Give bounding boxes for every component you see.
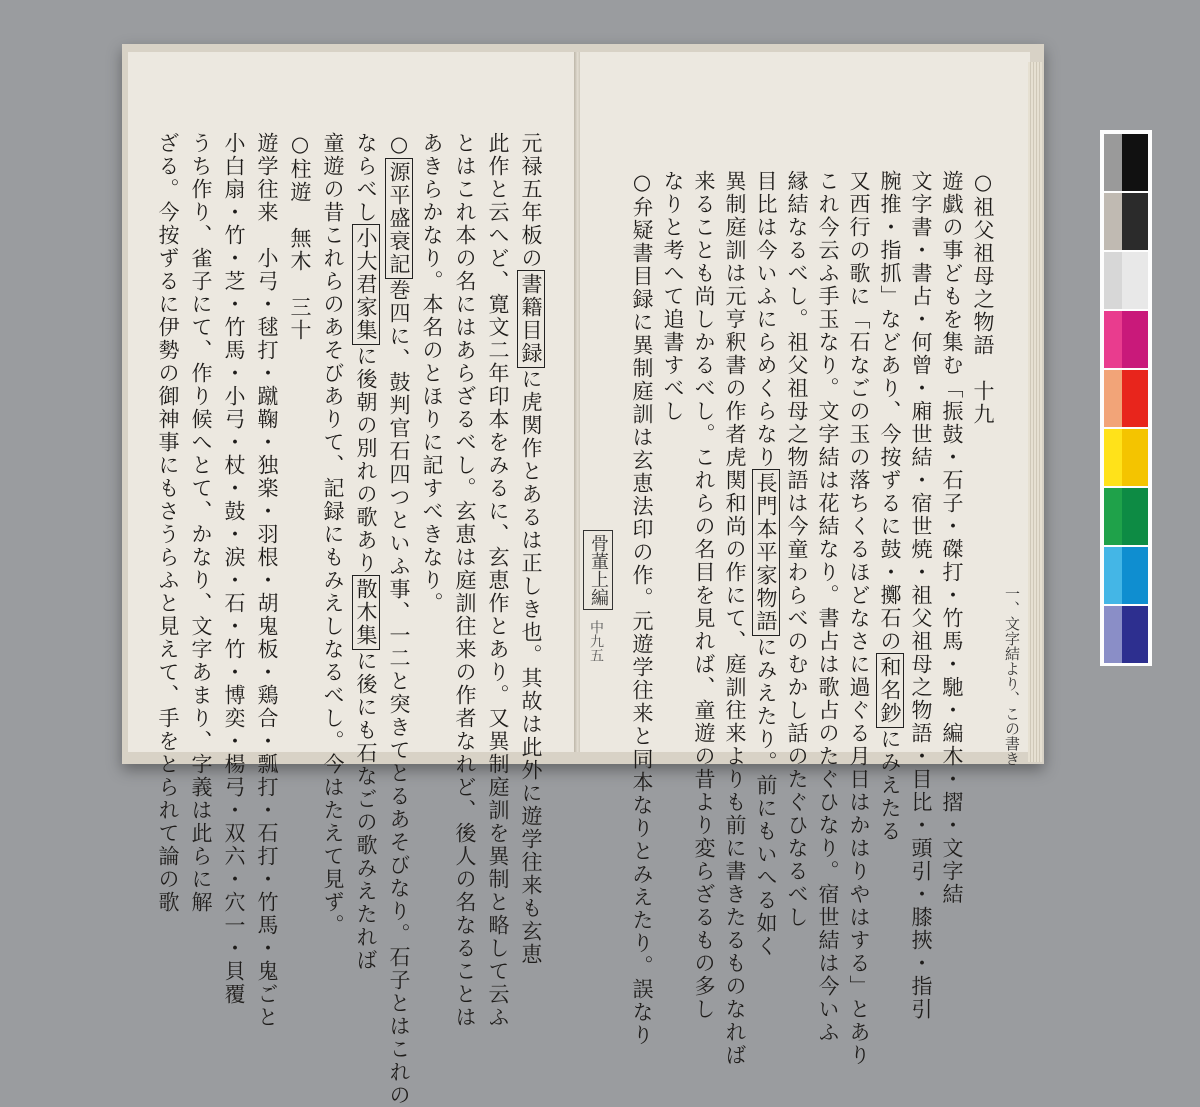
right_page-column: 来ることも尚しかるべし。これらの名目を見れば、童遊の昔より変らざるもの多し [692,170,716,1021]
right_page-column: 又西行の歌に「石なごの玉の落ちくるほどなさに過ぐる月日はかはりやはする」とあり [847,170,871,1067]
color-swatch-dark [1122,547,1148,604]
color-swatch-dark [1122,193,1148,250]
right_page-column: ○祖父祖母之物語 十九 [971,170,995,426]
left_page-column: うち作り、雀子にて、作り候へとて、かなり、文字あまり、字義は此らに解 [189,132,213,914]
margin-note: 一、文字結より、この書き [1003,586,1021,766]
color-swatch-dark [1122,606,1148,663]
left_page-column: あきらかなり。本名のとほりに記すべきなり。 [420,132,444,615]
left_page-column: 小白扇・竹・芝・竹馬・小弓・杖・鼓・涙・石・竹・博奕・楊弓・双六・穴一・貝覆 [222,132,246,1006]
page-signature: 骨董上編 [583,530,613,610]
right_page-column: ○弁疑書目録に異制庭訓は玄恵法印の作。元遊学往来と同本なりとみえたり。誤なり [630,170,654,1047]
left_page-column: ○柱遊 無木 三十 [288,132,312,342]
left_page-column: 元禄五年板の書籍目録に虎関作とあるは正しき也。其故は此外に遊学往来も玄恵 [519,132,543,966]
right_page-column: 目比は今いふにらめくらなり長門本平家物語にみえたり。前にもいへる如く [754,170,778,958]
left_page-column: 此作と云へど、寛文二年印本をみるに、玄恵作とあり。又異制庭訓を異制と略して云ふ [486,132,510,1029]
left_page-column: ○源平盛衰記巻四に、鼓判官石四つといふ事、一二と突きてとるあそびなり。石子とはこれの [387,132,411,1107]
left_page-column: 遊学往来 小弓・毬打・蹴鞠・独楽・羽根・胡鬼板・鶏合・瓢打・石打・竹馬・鬼ごと [255,132,279,1029]
right_page-column: これ今云ふ手玉なり。文字結は花結なり。書占は歌占のたぐひなり。宿世結は今いふ [816,170,840,1044]
right_page-column: 文字書・書占・何曾・廂世結・宿世焼・祖父祖母之物語・目比・頭引・膝挾・指引 [909,170,933,1021]
color-swatch-dark [1122,311,1148,368]
page-number: 中九五 [588,620,604,662]
right_page-column: 縁結なるべし。祖父祖母之物語は今童わらべのむかし話のたぐひなるべし [785,170,809,929]
color-swatch-dark [1122,134,1148,191]
color-swatch-dark [1122,252,1148,309]
right_page-column: 遊戯の事どもを集む「振鼓・石子・磔打・竹馬・馳・編木・摺・文字結 [940,170,964,906]
right_page-column: 腕推・指抓」などあり、今按ずるに鼓・擲石の和名鈔にみえたる [878,170,902,843]
left_page-column: ざる。今按ずるに伊勢の御神事にもさうらふと見えて、手をとられて論の歌 [156,132,180,914]
left_page-column: とはこれ本の名にはあらざるべし。玄恵は庭訓往来の作者なれど、後人の名なることは [453,132,477,1029]
color-swatch-dark [1122,370,1148,427]
right_page-column: なりと考へて追書すべし [661,170,685,423]
right_page-column: 異制庭訓は元亨釈書の作者虎関和尚の作にて、庭訓往来よりも前に書きたるものなれば [723,170,747,1067]
color-swatch-dark [1122,488,1148,545]
color-calibration-chart [1100,130,1152,666]
left_page-column: ならべし小大君家集に後朝の別れの歌あり散木集に後にも石なごの歌みえたれば [354,132,378,972]
page-edge [1028,62,1042,762]
color-swatch-dark [1122,429,1148,486]
left_page-column: 童遊の昔これらのあそびありて、記録にもみえしなるべし。今はたえて見ず。 [321,132,345,937]
